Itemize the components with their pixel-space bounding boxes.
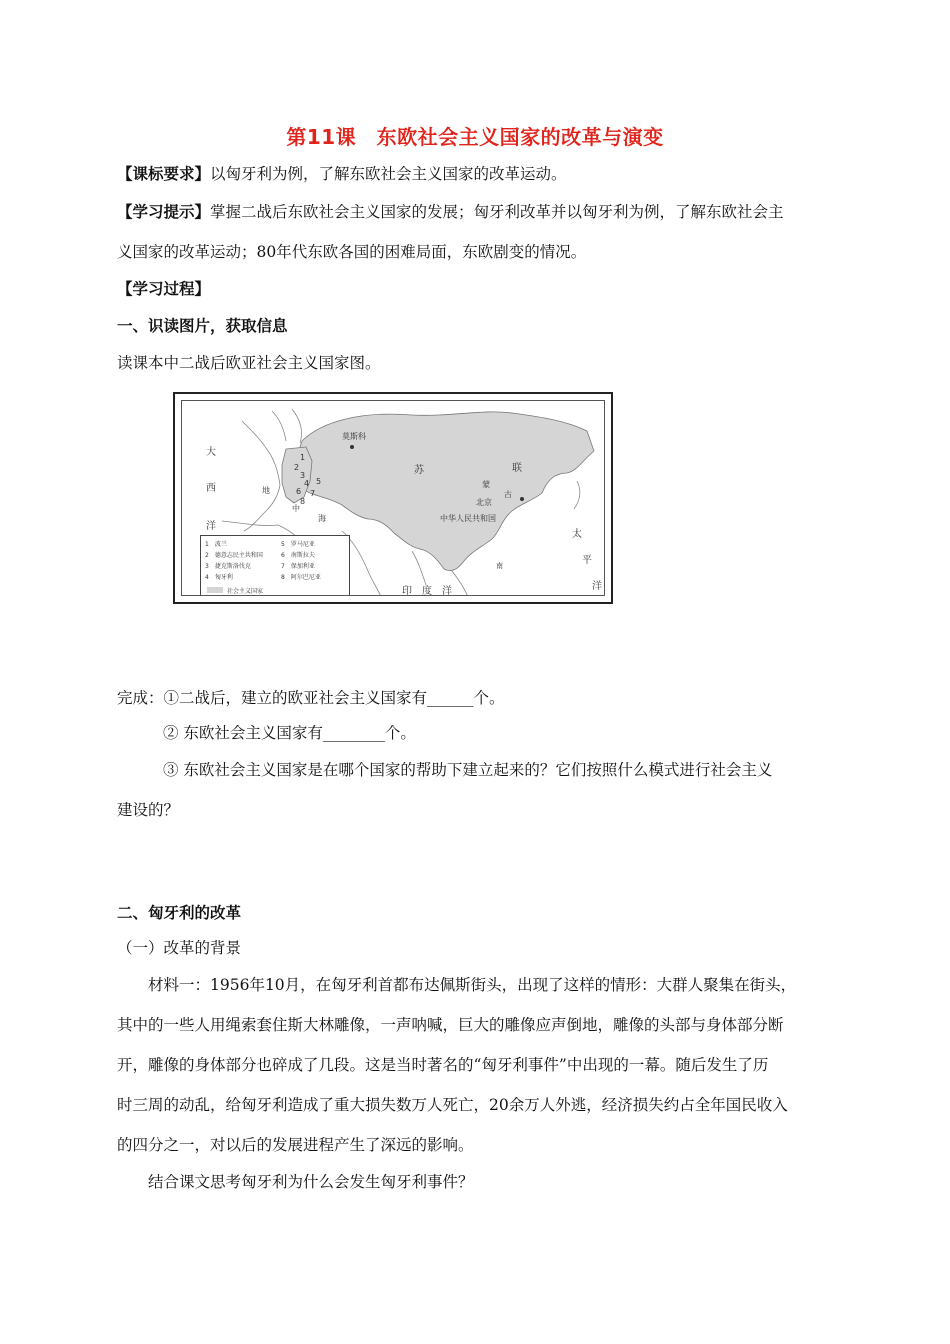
map-label-di: 地 [262, 486, 270, 495]
map-label-india-ocean: 印 度 洋 [402, 586, 452, 596]
map-number-2: 2 [294, 463, 300, 472]
map-label-xi: 西 [206, 483, 216, 494]
map-label-meng: 蒙 [482, 480, 490, 489]
standard-label: 【课标要求】 [117, 165, 211, 183]
material-line-5: 的四分之一，对以后的发展进程产生了深远的影响。 [117, 1136, 474, 1154]
section1-instruction: 读课本中二战后欧亚社会主义国家图。 [117, 354, 381, 372]
map-label-yang2: 洋 [592, 581, 602, 592]
map-number-7: 7 [310, 489, 316, 498]
map-number-8: 8 [300, 497, 306, 506]
task-q2: ② 东欧社会主义国家有________个。 [163, 724, 416, 742]
process-label: 【学习过程】 [117, 280, 211, 298]
map-label-zhong: 中 [292, 504, 300, 513]
section2-subheading: （一）改革的背景 [117, 939, 242, 957]
map-figure [173, 392, 613, 604]
task-q1: ①二战后，建立的欧亚社会主义国家有______个。 [163, 689, 505, 707]
map-legend [200, 535, 350, 596]
legend-item: 1 波兰 [205, 541, 227, 548]
material-line-2: 其中的一些人用绳索套住斯大林雕像，一声呐喊，巨大的雕像应声倒地，雕像的头部与身体部分断 [117, 1016, 784, 1034]
legend-item: 7 保加利亚 [281, 563, 315, 570]
task-line-1 [117, 686, 505, 708]
map-label-beijing: 北京 [476, 498, 492, 507]
hint-label: 【学习提示】 [117, 203, 211, 221]
map-number-1: 1 [300, 453, 306, 462]
map-label-moscow: 莫斯科 [342, 432, 366, 441]
section2-heading: 二、匈牙利的改革 [117, 904, 242, 922]
standard-text: 以匈牙利为例，了解东欧社会主义国家的改革运动。 [210, 165, 567, 183]
scandinavia-outline [272, 409, 302, 443]
map-canvas [181, 400, 605, 596]
map-label-yang: 洋 [206, 521, 216, 532]
map-label-tai: 太 [572, 529, 582, 540]
task-prefix: 完成： [117, 689, 164, 707]
map-label-ping: 平 [582, 555, 592, 566]
japan-outline [574, 481, 580, 509]
legend-item: 2 德意志民主共和国 [205, 552, 263, 559]
material-line-4: 时三周的动乱，给匈牙利造成了重大损失数万人死亡，20余万人外逃，经济损失约占全年国民收入 [117, 1096, 788, 1114]
legend-item: 4 匈牙利 [205, 574, 233, 581]
western-europe-outline [242, 421, 280, 531]
hint-text-1: 掌握二战后东欧社会主义国家的发展；匈牙利改革并以匈牙利为例，了解东欧社会主 [210, 203, 784, 221]
map-label-nan: 南 [496, 562, 503, 570]
material-line-3: 开，雕像的身体部分也碎成了几段。这是当时著名的“匈牙利事件”中出现的一幕。随后发生了历 [117, 1056, 769, 1074]
map-label-lian: 联 [512, 463, 522, 474]
legend-item: 5 罗马尼亚 [281, 541, 315, 548]
map-number-6: 6 [296, 487, 302, 496]
map-number-4: 4 [304, 479, 310, 488]
reflection-question: 结合课文思考匈牙利为什么会发生匈牙利事件？ [148, 1173, 474, 1191]
standard-line [117, 162, 567, 184]
page-title: 第11课 东欧社会主义国家的改革与演变 [286, 125, 664, 149]
moscow-dot [350, 445, 354, 449]
task-q3-line-2: 建设的？ [117, 801, 180, 819]
legend-swatch-label: 社会主义国家 [227, 588, 264, 595]
legend-item: 6 南斯拉夫 [281, 552, 315, 559]
task-q3-line-1: ③ 东欧社会主义国家是在哪个国家的帮助下建立起来的？它们按照什么模式进行社会主义 [163, 761, 773, 779]
hint-line-2: 义国家的改革运动；80年代东欧各国的困难局面，东欧剧变的情况。 [117, 243, 587, 261]
map-number-3: 3 [300, 471, 306, 480]
map-label-china: 中华人民共和国 [440, 514, 496, 523]
section1-heading: 一、识读图片，获取信息 [117, 317, 288, 335]
map-label-gu: 古 [504, 490, 512, 499]
legend-item: 8 阿尔巴尼亚 [281, 574, 321, 581]
map-label-da: 大 [206, 447, 216, 458]
map-number-5: 5 [316, 477, 322, 486]
map-label-su: 苏 [414, 465, 424, 476]
legend-swatch [207, 587, 223, 593]
map-label-hai: 海 [318, 514, 326, 523]
hint-line-1 [117, 200, 784, 222]
legend-item: 3 捷克斯洛伐克 [205, 563, 251, 570]
beijing-dot [520, 497, 524, 501]
material-line-1: 材料一：1956年10月，在匈牙利首都布达佩斯街头，出现了这样的情形：大群人聚集在街头， [148, 976, 797, 994]
